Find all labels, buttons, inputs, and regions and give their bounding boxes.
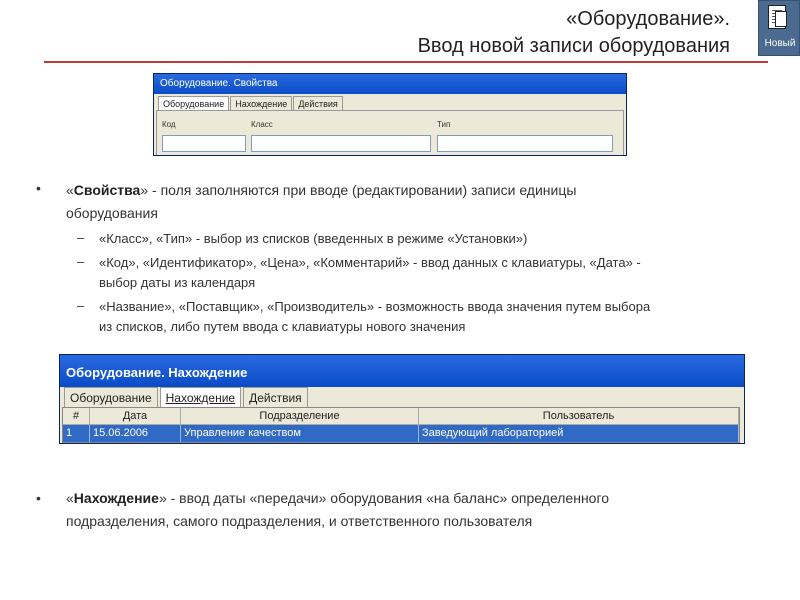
location-tabs [64,387,310,407]
location-table [62,407,740,443]
subitem-code-line1: «Код», «Идентификатор», «Цена», «Комментарий» - ввод данных с клавиатуры, «Дата» - [99,255,641,270]
dash-marker: – [77,298,85,313]
bullet-location-line2: подразделения, самого подразделения, и ответственного пользователя [66,513,533,529]
class-label: Класс [251,120,273,129]
code-label: Код [162,120,176,129]
bullet-properties-line2: оборудования [66,205,158,221]
subitem-code-line2: выбор даты из календаря [99,275,256,290]
class-field[interactable] [251,135,431,152]
bullet-location-name: Нахождение [73,490,159,506]
bullet-properties-line1 [66,179,576,202]
tab-actions[interactable]: Действия [293,96,342,110]
dash-marker: – [77,254,85,269]
title-divider [44,61,768,63]
new-document-icon [775,11,787,27]
cell-number: 1 [63,425,90,442]
bullet-marker: • [36,180,41,196]
subitem-class-type: «Класс», «Тип» - выбор из списков (введенных в режиме «Установки») [99,231,528,246]
bullet-marker: • [36,490,41,506]
tab-equipment[interactable]: Оборудование [158,96,229,110]
slide-title-line2: Ввод новой записи оборудования [417,35,730,57]
location-window-title: Оборудование. Нахождение [60,355,744,387]
tab-location[interactable]: Нахождение [230,96,292,110]
dash-marker: – [77,230,85,245]
column-header-number[interactable]: # [63,408,90,425]
tab-location[interactable]: Нахождение [160,387,241,407]
cell-user: Заведующий лабораторией [419,425,739,442]
bullet-properties-name: Свойства [73,182,141,198]
properties-tabs [158,96,344,111]
type-field[interactable] [437,135,613,152]
open-quote: « [66,490,74,506]
properties-window-title: Оборудование. Свойства [154,74,626,94]
column-header-department[interactable]: Подразделение [181,408,419,425]
bullet-location-line1 [66,487,609,510]
tab-equipment[interactable]: Оборудование [64,387,158,407]
bullet-properties-text: » - поля заполняются при вводе (редактировании) записи единицы [140,182,577,198]
new-button-label: Новый [764,38,796,49]
column-header-date[interactable]: Дата [90,408,181,425]
tab-actions[interactable]: Действия [243,387,308,407]
location-window [59,354,745,444]
properties-window [153,73,627,156]
table-header [63,408,739,425]
cell-department: Управление качеством [181,425,419,442]
subitem-name-line1: «Название», «Поставщик», «Производитель» - возможность ввода значения путем выбора [99,299,651,314]
new-record-button[interactable] [758,0,800,56]
column-header-user[interactable]: Пользователь [419,408,739,425]
properties-panel [156,110,624,156]
open-quote: « [66,182,74,198]
code-field[interactable] [162,135,246,152]
table-row[interactable] [63,425,739,442]
subitem-name-line2: из списков, либо путем ввода с клавиатуры нового значения [99,319,466,334]
cell-date: 15.06.2006 [90,425,181,442]
type-label: Тип [437,120,451,129]
slide-title-line1: «Оборудование». [566,8,730,30]
bullet-location-text: » - ввод даты «передачи» оборудования «на баланс» определенного [158,490,610,506]
